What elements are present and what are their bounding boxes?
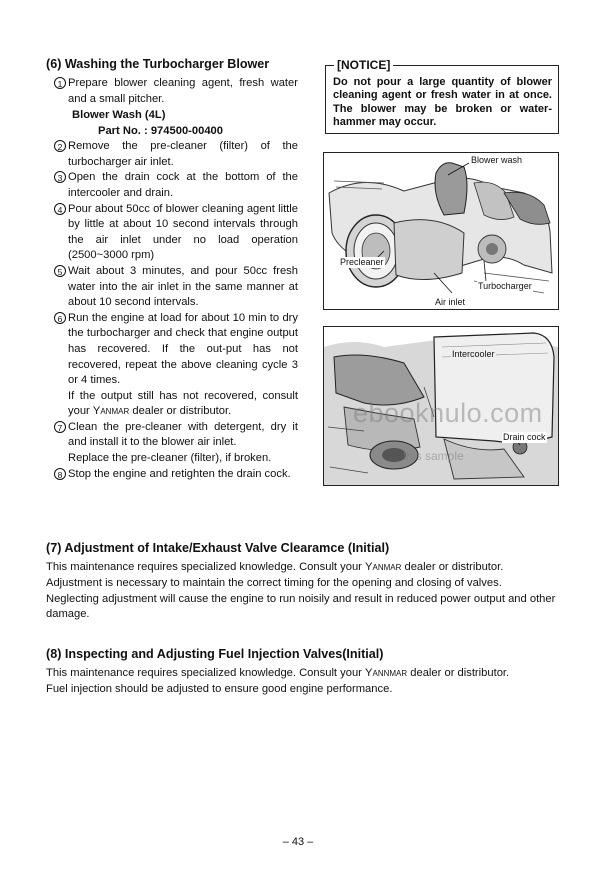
label-drain-cock: Drain cock — [503, 432, 546, 442]
watermark-text: ebooknulo.com — [353, 398, 543, 428]
step-7 — [46, 420, 298, 451]
section-8-title: (8) Inspecting and Adjusting Fuel Injection Valves(Initial) — [46, 647, 384, 661]
section-7-para-3: Neglecting adjustment will cause the engine to run noisily and result in reduced power output and other damage. — [46, 592, 556, 621]
brand-name: Yanmar — [92, 405, 130, 418]
step-5 — [46, 264, 298, 311]
step-4-number: 4 — [54, 203, 66, 215]
notice-tag: [NOTICE] — [334, 57, 393, 73]
brand-name: Yanmar — [365, 561, 402, 573]
section-7-para-1 — [46, 560, 562, 576]
step-1-text: Prepare blower cleaning agent, fresh water and a small pitcher. — [68, 77, 298, 105]
section-8-para-1 — [46, 666, 562, 682]
step-list-last — [46, 467, 298, 483]
turbocharger-figure — [323, 152, 559, 310]
step-4 — [46, 202, 298, 264]
section-8-para-1-post: dealer or distributor. — [407, 667, 510, 679]
label-intercooler: Intercooler — [452, 349, 495, 359]
step-5-text: Wait about 3 minutes, and pour 50cc fresh water into the air inlet in the same manner at about 10 second intervals. — [68, 264, 298, 309]
step-8-number: 8 — [54, 468, 66, 480]
part-number: Part No. : 974500-00400 — [98, 125, 224, 138]
section-6-title: (6) Washing the Turbocharger Blower — [46, 57, 270, 71]
section-7-para-2: Adjustment is necessary to maintain the correct timing for the opening and closing of valves. — [46, 576, 502, 589]
step-6-number: 6 — [54, 312, 66, 324]
product-name: Blower Wash (4L) — [72, 109, 166, 122]
step-list — [46, 76, 298, 107]
step-2-number: 2 — [54, 140, 66, 152]
section-7-title: (7) Adjustment of Intake/Exhaust Valve Clearamce (Initial) — [46, 541, 390, 555]
step-list-end — [46, 420, 298, 451]
page-number: – 43 – — [282, 836, 314, 848]
step-7-number: 7 — [54, 421, 66, 433]
step-6-note-pre: If the output still has not recovered, consult your — [68, 389, 298, 418]
step-1-number: 1 — [54, 77, 66, 89]
step-7-text: Clean the pre-cleaner with detergent, dry it and install it to the blower air inlet. — [68, 420, 298, 449]
section-7-para-1-pre: This maintenance requires specialized knowledge. Consult your — [46, 561, 366, 573]
step-2 — [46, 139, 298, 170]
step-6 — [46, 311, 298, 389]
label-turbocharger: Turbocharger — [478, 281, 532, 291]
step-7-note: Replace the pre-cleaner (filter), if broken. — [68, 452, 272, 465]
step-3 — [46, 170, 298, 201]
label-blower-wash: Blower wash — [471, 155, 523, 165]
step-6-note-post: dealer or distributor. — [129, 405, 232, 418]
step-8-text: Stop the engine and retighten the drain cock. — [68, 467, 291, 480]
section-7 — [46, 540, 562, 623]
label-air-inlet: Air inlet — [435, 297, 466, 307]
section-8 — [46, 646, 562, 698]
step-2-text: Remove the pre-cleaner (filter) of the turbocharger air inlet. — [68, 140, 298, 168]
section-7-para-1-post: dealer or distributor. — [401, 561, 504, 573]
section-8-para-1-pre: This maintenance requires specialized knowledge. Consult your — [46, 667, 366, 679]
step-3-number: 3 — [54, 171, 66, 183]
notice-text: Do not pour a large quantity of blower cleaning agent or fresh water in at once. The blower may be broken or water-hammer may occur. — [333, 76, 552, 129]
step-6-text: Run the engine at load for about 10 min to dry the turbocharger and check that engine output has recovered. If the out-put has not recovered, repeat the above cleaning cycle 3 or 4 times. — [68, 311, 298, 387]
step-6-note — [46, 389, 298, 420]
step-5-number: 5 — [54, 265, 66, 277]
notice-box — [325, 58, 559, 134]
step-4-text: Pour about 50cc of blower cleaning agent little by little at about 10 second intervals through the air inlet under no load operation (2500~3000 rpm) — [68, 202, 298, 262]
section-6 — [46, 56, 298, 482]
label-precleaner: Precleaner — [340, 257, 384, 267]
step-list-cont — [46, 139, 298, 389]
step-1 — [46, 76, 298, 107]
section-8-para-2: Fuel injection should be adjusted to ensure good engine performance. — [46, 682, 393, 695]
watermark-subtext: this sample — [403, 449, 464, 463]
step-3-text: Open the drain cock at the bottom of the intercooler and drain. — [68, 171, 298, 199]
brand-name: Yannmar — [365, 667, 408, 679]
step-8 — [46, 467, 298, 483]
